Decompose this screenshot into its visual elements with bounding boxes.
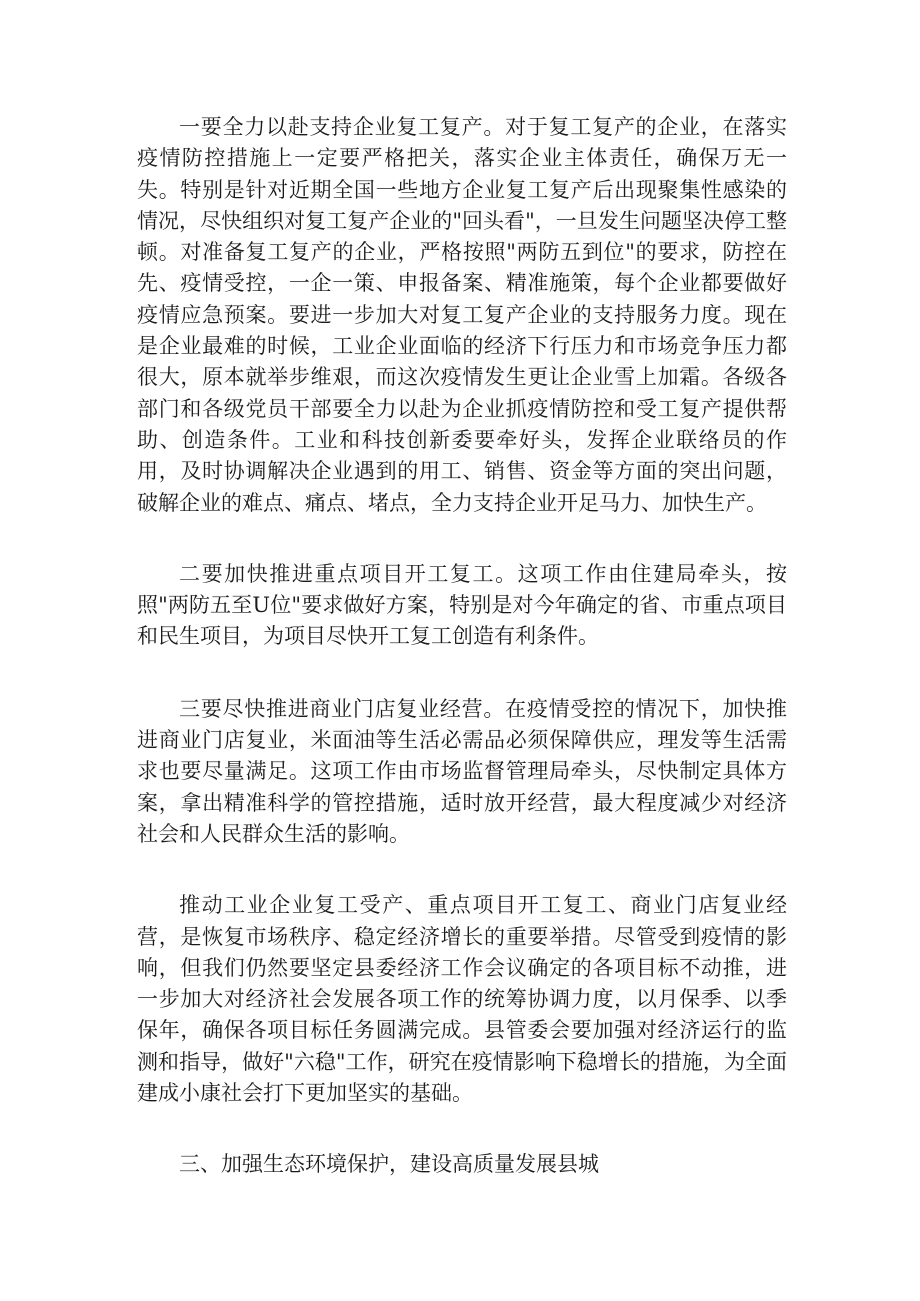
paragraph-commercial-stores: 三要尽快推进商业门店复业经营。在疫情受控的情况下，加快推进商业门店复业，米面油等生活必需品必须保障供应，理发等生活需求也要尽量满足。这项工作由市场监督管理局牵头，尽快制定具体方案，拿出精准科学的管控措施，适时放开经营，最大程度减少对经济社会和人民群众生活的影响。	[137, 696, 787, 846]
paragraph-key-projects: 二要加快推进重点项目开工复工。这项工作由住建局牵头，按照"两防五至U位"要求做好方案，特别是对今年确定的省、市重点项目和民生项目，为项目尽快开工复工创造有利条件。	[137, 561, 787, 649]
paragraph-enterprise-resumption: 一要全力以赴支持企业复工复产。对于复工复产的企业，在落实疫情防控措施上一定要严格把关，落实企业主体责任，确保万无一失。特别是针对近期全国一些地方企业复工复产后出现聚集性感染的情况，尽快组织对复工复产企业的"回头看"，一旦发生问题坚决停工整顿。对准备复工复产的企业，严格按照"两防五到位"的要求，防控在先、疫情受控，一企一策、申报备案、精准施策，每个企业都要做好疫情应急预案。要进一步加大对复工复产企业的支持服务力度。现在是企业最难的时候，工业企业面临的经济下行压力和市场竞争压力都很大，原本就举步维艰，而这次疫情发生更让企业雪上加霜。各级各部门和各级党员干部要全力以赴为企业抓疫情防控和受工复产提供帮助、创造条件。工业和科技创新委要牵好头，发挥企业联络员的作用，及时协调解决企业遇到的用工、销售、资金等方面的突出问题，破解企业的难点、痛点、堵点，全力支持企业开足马力、加快生产。	[137, 115, 787, 515]
paragraph-summary: 推动工业企业复工受产、重点项目开工复工、商业门店复业经营，是恢复市场秩序、稳定经济增长的重要举措。尽管受到疫情的影响，但我们仍然要坚定县委经济工作会议确定的各项目标不动推，进一步加大对经济社会发展各项工作的统筹协调力度，以月保季、以季保年，确保各项目标任务圆满完成。县管委会要加强对经济运行的监测和指导，做好"六稳"工作，研究在疫情影响下稳增长的措施，为全面建成小康社会打下更加坚实的基础。	[137, 893, 787, 1106]
document-body	[137, 112, 787, 1181]
section-heading: 三、加强生态环境保护，建设高质量发展县城	[179, 1152, 599, 1177]
